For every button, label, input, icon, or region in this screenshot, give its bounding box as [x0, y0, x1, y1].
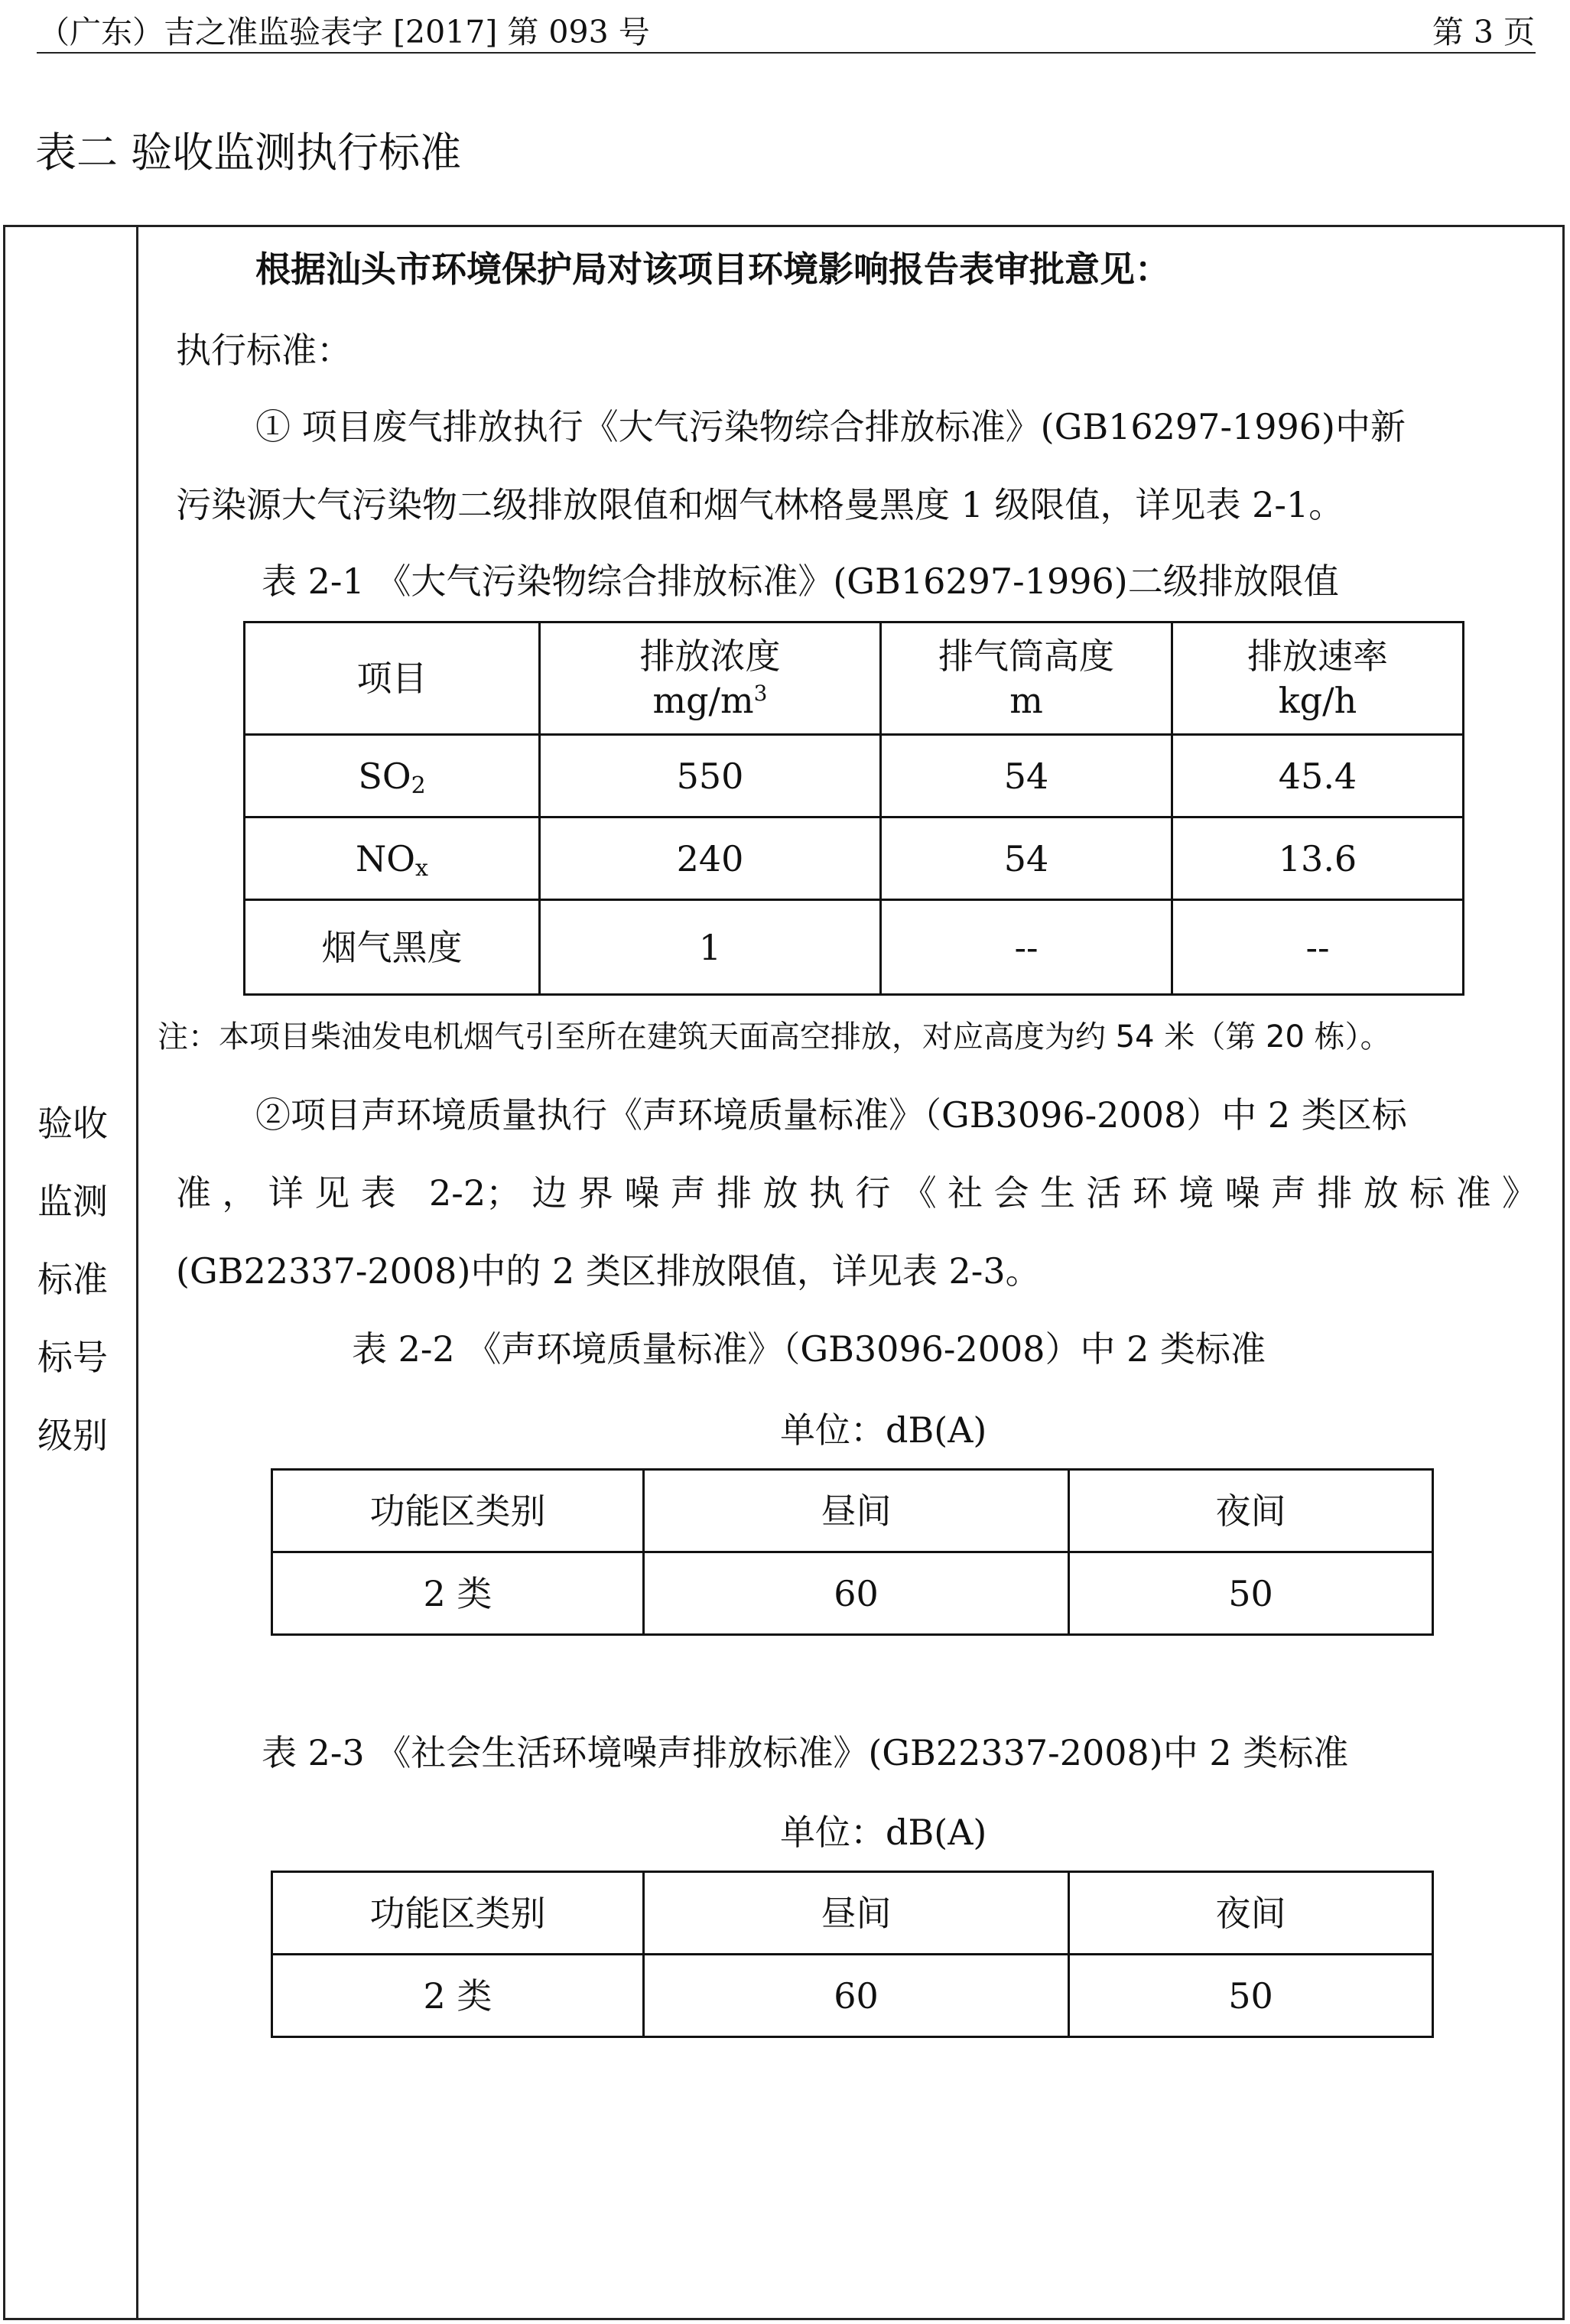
section-title: 表二 验收监测执行标准 [35, 128, 462, 177]
table-cell: 54 [881, 735, 1172, 817]
table-2-3 [271, 1871, 1434, 2038]
table-header-cell: 功能区类别 [272, 1470, 644, 1552]
pollutant-name: 烟气黑度 [321, 926, 463, 968]
table1-caption: 表 2-1 《大气污染物综合排放标准》(GB16297-1996)二级排放限值 [262, 561, 1339, 602]
table-header-cell [881, 622, 1172, 735]
table-header-cell: 夜间 [1069, 1470, 1433, 1552]
table-cell: 2 类 [272, 1552, 644, 1635]
table-header-cell [540, 622, 881, 735]
subscript: x [415, 854, 428, 882]
table-cell [245, 900, 540, 995]
table-header-row [272, 1470, 1433, 1552]
table-row [272, 1552, 1433, 1635]
header-name: 排放浓度 [639, 635, 781, 677]
header-unit: m [1009, 680, 1043, 721]
table-cell: 1 [540, 900, 881, 995]
document-number: （广东）吉之准监验表字 [2017] 第 093 号 [38, 14, 650, 50]
table-row [245, 900, 1464, 995]
header-name: 项目 [356, 658, 427, 699]
table-cell [245, 817, 540, 900]
side-label-line: 监测 [37, 1181, 108, 1222]
table-row [245, 735, 1464, 817]
table-cell: 240 [540, 817, 881, 900]
table-cell: -- [1172, 900, 1464, 995]
side-label-line: 标号 [37, 1337, 108, 1378]
table-header-cell: 昼间 [644, 1872, 1069, 1955]
unit-base: mg/m [652, 680, 754, 721]
table-cell [245, 735, 540, 817]
table2-caption: 表 2-2 《声环境质量标准》（GB3096-2008）中 2 类标准 [352, 1328, 1266, 1370]
header-rule [37, 52, 1536, 54]
table3-caption: 表 2-3 《社会生活环境噪声排放标准》(GB22337-2008)中 2 类标准 [262, 1732, 1349, 1773]
table-header-cell: 昼间 [644, 1470, 1069, 1552]
item2-line1: ②项目声环境质量执行《声环境质量标准》（GB3096-2008）中 2 类区标 [255, 1094, 1407, 1136]
table-header-row [245, 622, 1464, 735]
table2-unit: 单位：dB(A) [780, 1409, 987, 1451]
table-row [245, 817, 1464, 900]
table-row [272, 1955, 1433, 2037]
page-number: 第 3 页 [1432, 14, 1535, 50]
pollutant-name: SO [358, 755, 411, 797]
table-cell: 2 类 [272, 1955, 644, 2037]
side-label-line: 级别 [37, 1415, 108, 1456]
intro-heading: 根据汕头市环境保护局对该项目环境影响报告表审批意见： [255, 249, 1170, 290]
table-2-1 [243, 621, 1464, 996]
table-2-2 [271, 1468, 1434, 1636]
header-name: 排气筒高度 [938, 635, 1114, 677]
table-cell: 60 [644, 1552, 1069, 1635]
table-cell: 550 [540, 735, 881, 817]
table-cell: 13.6 [1172, 817, 1464, 900]
table-header-cell: 夜间 [1069, 1872, 1433, 1955]
subscript: 2 [411, 772, 426, 799]
header-unit: kg/h [1278, 680, 1357, 721]
item1-line2: 污染源大气污染物二级排放限值和烟气林格曼黑度 1 级限值，详见表 2-1。 [176, 484, 1344, 525]
table1-note: 注：本项目柴油发电机烟气引至所在建筑天面高空排放，对应高度为约 54 米（第 20 栋）。 [158, 1019, 1391, 1055]
side-label-line: 验收 [37, 1103, 108, 1144]
column-divider [136, 225, 138, 2320]
header-name: 排放速率 [1247, 635, 1388, 677]
table-header-cell [1172, 622, 1464, 735]
side-label [15, 1084, 130, 1474]
item2-line3: (GB22337-2008)中的 2 类区排放限值，详见表 2-3。 [176, 1250, 1041, 1292]
exec-standard-label: 执行标准： [176, 330, 352, 371]
item1-line1: ① 项目废气排放执行《大气污染物综合排放标准》(GB16297-1996)中新 [255, 406, 1406, 447]
table-cell: 45.4 [1172, 735, 1464, 817]
table-cell: 54 [881, 817, 1172, 900]
table-header-cell: 功能区类别 [272, 1872, 644, 1955]
table-header-cell [245, 622, 540, 735]
table3-unit: 单位：dB(A) [780, 1812, 987, 1853]
item2-line2: 准，详见表 2-2；边界噪声排放执行《社会生活环境噪声排放标准》 [176, 1172, 1537, 1214]
unit-superscript: 3 [753, 681, 768, 706]
side-label-line: 标准 [37, 1259, 108, 1300]
table-cell: 50 [1069, 1955, 1433, 2037]
table-cell: -- [881, 900, 1172, 995]
table-cell: 50 [1069, 1552, 1433, 1635]
header-unit [541, 678, 879, 723]
pollutant-name: NO [356, 837, 416, 879]
table-cell: 60 [644, 1955, 1069, 2037]
table-header-row [272, 1872, 1433, 1955]
